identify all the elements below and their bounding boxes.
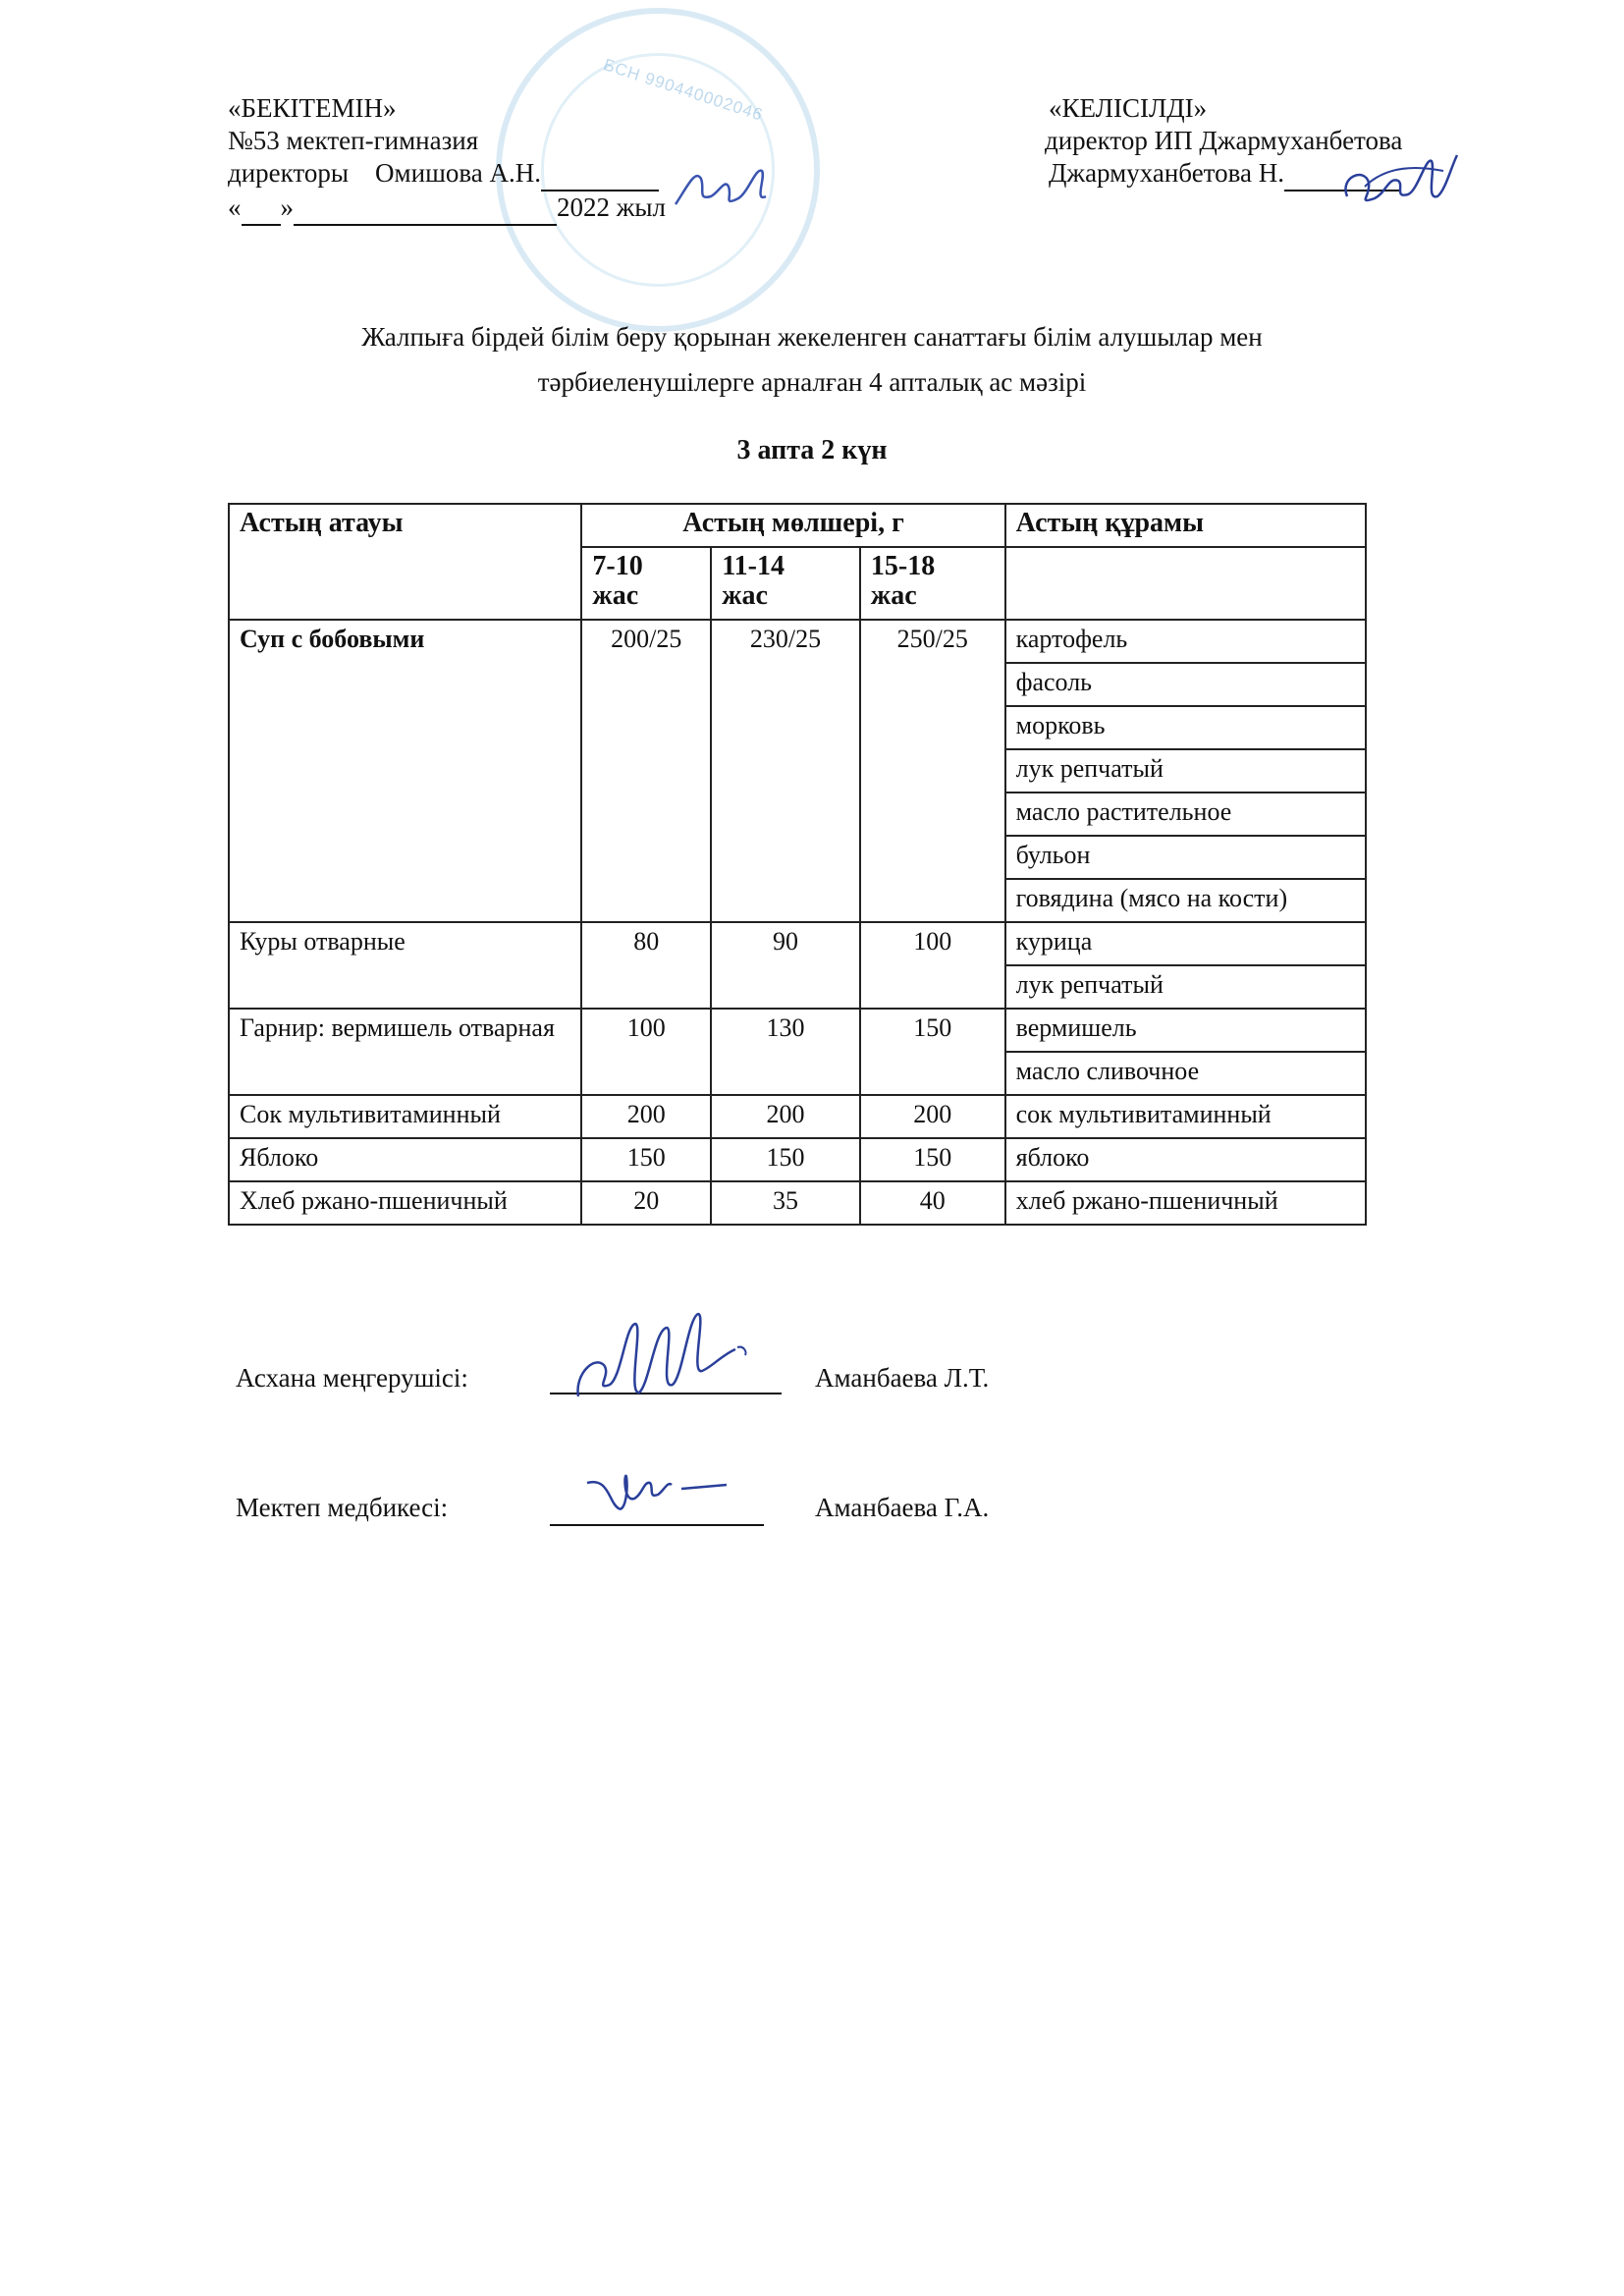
document-title-line1: Жалпыға бірдей білім беру қорынан жекеленген санаттағы білім алушылар мен bbox=[361, 322, 1263, 352]
ingredient: лук репчатый bbox=[1005, 749, 1366, 793]
header-dish-name: Астың атауы bbox=[229, 504, 581, 620]
ingredient: яблоко bbox=[1005, 1138, 1366, 1181]
header-composition-empty bbox=[1005, 547, 1366, 620]
document-title-line2: тәрбиеленушілерге арналған 4 апталық ас мәзірі bbox=[537, 367, 1087, 397]
signature-row-nurse bbox=[236, 1493, 448, 1523]
header-portion: Астың мөлшері, г bbox=[581, 504, 1004, 547]
ingredient: масло растительное bbox=[1005, 793, 1366, 836]
table-row bbox=[229, 1138, 1366, 1181]
ingredient: масло сливочное bbox=[1005, 1052, 1366, 1095]
ingredient: морковь bbox=[1005, 706, 1366, 749]
dish-name: Сок мультивитаминный bbox=[229, 1095, 581, 1138]
age-range: 11-14 bbox=[722, 551, 785, 581]
signature-line bbox=[541, 157, 659, 191]
header-age-15-18 bbox=[860, 547, 1005, 620]
nurse-signature-icon bbox=[579, 1463, 756, 1522]
portion-11-14: 150 bbox=[711, 1138, 860, 1181]
director-signature-icon bbox=[668, 157, 776, 216]
ingredient: говядина (мясо на кости) bbox=[1005, 879, 1366, 922]
ingredient: вермишель bbox=[1005, 1009, 1366, 1052]
header-age-7-10 bbox=[581, 547, 711, 620]
ingredient: сок мультивитаминный bbox=[1005, 1095, 1366, 1138]
table-row bbox=[229, 1095, 1366, 1138]
signature-line bbox=[550, 1524, 764, 1526]
approval-left bbox=[228, 92, 666, 226]
table-row bbox=[229, 922, 1366, 965]
date-quote-open: « bbox=[228, 192, 242, 222]
dish-name: Куры отварные bbox=[229, 922, 581, 1009]
director-name: Омишова А.Н. bbox=[375, 158, 541, 188]
portion-11-14: 130 bbox=[711, 1009, 860, 1095]
ingredient: хлеб ржано-пшеничный bbox=[1005, 1181, 1366, 1225]
approval-year: 2022 жыл bbox=[557, 192, 667, 222]
month-blank bbox=[294, 191, 557, 226]
portion-15-18: 100 bbox=[860, 922, 1005, 1009]
portion-11-14: 90 bbox=[711, 922, 860, 1009]
kitchen-head-signature-icon bbox=[565, 1306, 761, 1404]
signature-name-nurse bbox=[815, 1493, 989, 1523]
approval-right-name: Джармуханбетова Н. bbox=[1049, 158, 1284, 188]
portion-11-14: 200 bbox=[711, 1095, 860, 1138]
table-row bbox=[229, 620, 1366, 663]
table-header-row bbox=[229, 504, 1366, 547]
portion-7-10: 100 bbox=[581, 1009, 711, 1095]
approval-left-director bbox=[228, 157, 666, 191]
signature-role: Мектеп медбикесі: bbox=[236, 1493, 449, 1522]
ingredient: лук репчатый bbox=[1005, 965, 1366, 1009]
table-row bbox=[229, 1181, 1366, 1225]
portion-7-10: 150 bbox=[581, 1138, 711, 1181]
approval-left-heading: «БЕКІТЕМІН» bbox=[228, 93, 397, 123]
age-unit: жас bbox=[592, 580, 639, 611]
week-day-subtitle: 3 апта 2 күн bbox=[736, 435, 888, 465]
dish-name: Гарнир: вермишель отварная bbox=[229, 1009, 581, 1095]
menu-table bbox=[228, 503, 1367, 1226]
ingredient: фасоль bbox=[1005, 663, 1366, 706]
signature-role: Асхана меңгерушісі: bbox=[236, 1363, 468, 1393]
signature-name: Аманбаева Л.Т. bbox=[815, 1363, 990, 1393]
portion-7-10: 200/25 bbox=[581, 620, 711, 922]
approval-right-company: директор ИП Джармуханбетова bbox=[1045, 126, 1403, 155]
age-range: 15-18 bbox=[870, 551, 936, 581]
portion-15-18: 200 bbox=[860, 1095, 1005, 1138]
age-unit: жас bbox=[722, 580, 768, 611]
portion-11-14: 35 bbox=[711, 1181, 860, 1225]
approval-right-heading: «КЕЛІСІЛДІ» bbox=[1049, 93, 1208, 123]
director-role: директоры bbox=[228, 158, 350, 188]
ingredient: бульон bbox=[1005, 836, 1366, 879]
portion-15-18: 40 bbox=[860, 1181, 1005, 1225]
dish-name: Суп с бобовыми bbox=[229, 620, 581, 922]
ingredient: картофель bbox=[1005, 620, 1366, 663]
ingredient: курица bbox=[1005, 922, 1366, 965]
date-quote-close: » bbox=[280, 192, 294, 222]
age-unit: жас bbox=[870, 580, 917, 611]
dish-name: Яблоко bbox=[229, 1138, 581, 1181]
header-age-11-14 bbox=[711, 547, 860, 620]
portion-15-18: 150 bbox=[860, 1009, 1005, 1095]
approval-left-school: №53 мектеп-гимназия bbox=[228, 126, 479, 155]
stamp-text: БСН 990440002046 bbox=[601, 55, 766, 125]
supplier-signature-icon bbox=[1335, 147, 1463, 216]
day-blank bbox=[242, 191, 281, 226]
approval-left-date bbox=[228, 191, 666, 226]
signature-name-kitchen-head bbox=[815, 1363, 989, 1394]
dish-name: Хлеб ржано-пшеничный bbox=[229, 1181, 581, 1225]
table-row bbox=[229, 1009, 1366, 1052]
portion-11-14: 230/25 bbox=[711, 620, 860, 922]
signature-row-kitchen-head bbox=[236, 1363, 468, 1394]
age-range: 7-10 bbox=[592, 551, 643, 581]
portion-7-10: 80 bbox=[581, 922, 711, 1009]
signature-name: Аманбаева Г.А. bbox=[815, 1493, 990, 1522]
portion-7-10: 20 bbox=[581, 1181, 711, 1225]
header-composition: Астың құрамы bbox=[1005, 504, 1366, 547]
portion-15-18: 150 bbox=[860, 1138, 1005, 1181]
portion-15-18: 250/25 bbox=[860, 620, 1005, 922]
portion-7-10: 200 bbox=[581, 1095, 711, 1138]
